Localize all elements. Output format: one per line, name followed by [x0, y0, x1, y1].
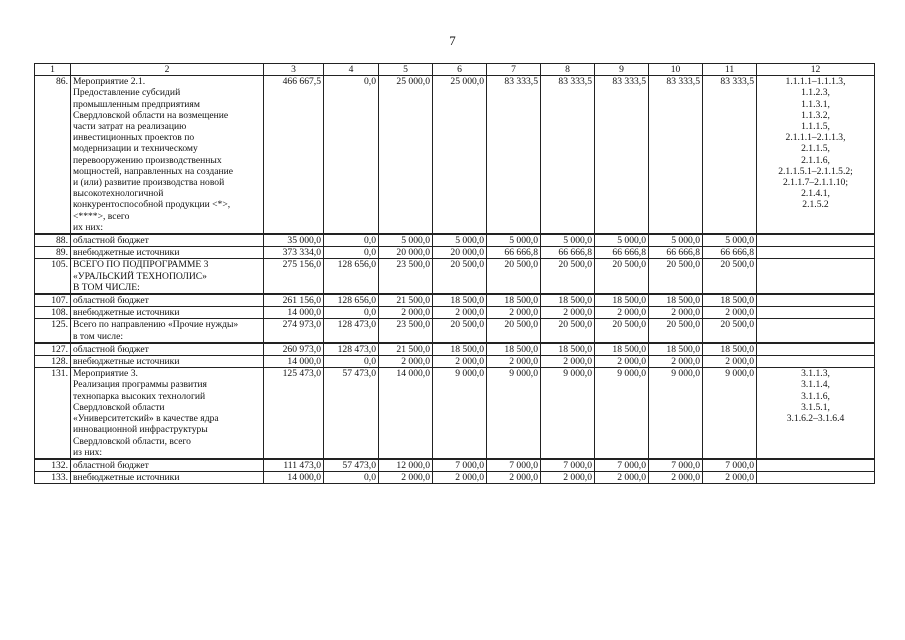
value-cell: 2 000,0	[595, 307, 649, 319]
target-indicators	[757, 307, 875, 319]
target-indicators	[757, 368, 875, 459]
column-header: 11	[703, 64, 757, 76]
row-name	[71, 234, 264, 247]
value-cell: 2 000,0	[703, 307, 757, 319]
name-line: и (или) развитие производства новой	[73, 177, 225, 189]
name-line: ВСЕГО ПО ПОДПРОГРАММЕ 3	[73, 259, 209, 271]
row-number: 125.	[35, 319, 71, 343]
name-line: высокотехнологичной	[73, 188, 164, 200]
value-cell: 7 000,0	[541, 459, 595, 472]
table-row	[35, 247, 875, 259]
value-cell: 0,0	[324, 76, 379, 234]
value-cell: 5 000,0	[541, 234, 595, 247]
value-cell: 2 000,0	[595, 356, 649, 368]
row-name	[71, 307, 264, 319]
name-line: инвестиционных проектов по	[73, 132, 195, 144]
table-row	[35, 472, 875, 484]
table-row	[35, 459, 875, 472]
table-row	[35, 259, 875, 294]
value-cell: 0,0	[324, 247, 379, 259]
value-cell: 18 500,0	[487, 294, 541, 307]
name-line: внебюджетные источники	[73, 472, 180, 484]
name-line: внебюджетные источники	[73, 247, 180, 259]
value-cell: 21 500,0	[379, 343, 433, 356]
target-line: 2.1.4.1,	[801, 188, 830, 200]
financing-table	[34, 63, 875, 484]
value-cell: 21 500,0	[379, 294, 433, 307]
name-line: Мероприятие 2.1.	[73, 76, 146, 88]
value-cell: 2 000,0	[649, 472, 703, 484]
target-indicators	[757, 472, 875, 484]
value-cell: 5 000,0	[595, 234, 649, 247]
target-indicators	[757, 319, 875, 343]
target-line: 1.1.1.5,	[801, 121, 830, 133]
table-row	[35, 319, 875, 343]
row-number: 133.	[35, 472, 71, 484]
row-number: 86.	[35, 76, 71, 234]
value-cell: 83 333,5	[541, 76, 595, 234]
name-line: мощностей, направленных на создание	[73, 165, 234, 177]
name-line: Предоставление субсидий	[73, 87, 181, 99]
name-line: «Университетский» в качестве ядра	[73, 413, 219, 425]
value-cell: 260 973,0	[264, 343, 324, 356]
value-cell: 2 000,0	[379, 472, 433, 484]
value-cell: 14 000,0	[264, 356, 324, 368]
column-header: 12	[757, 64, 875, 76]
value-cell: 2 000,0	[433, 472, 487, 484]
value-cell: 128 473,0	[324, 343, 379, 356]
row-name	[71, 356, 264, 368]
table-row	[35, 294, 875, 307]
page-number: 7	[449, 33, 456, 48]
value-cell: 20 500,0	[541, 259, 595, 294]
value-cell: 18 500,0	[595, 343, 649, 356]
value-cell: 2 000,0	[487, 307, 541, 319]
name-line: их них:	[73, 221, 104, 233]
value-cell: 2 000,0	[649, 356, 703, 368]
value-cell: 2 000,0	[541, 307, 595, 319]
value-cell: 25 000,0	[433, 76, 487, 234]
value-cell: 18 500,0	[703, 343, 757, 356]
table-row	[35, 234, 875, 247]
value-cell: 2 000,0	[433, 356, 487, 368]
value-cell: 0,0	[324, 234, 379, 247]
target-line: 3.1.1.6,	[801, 390, 830, 402]
table-row	[35, 368, 875, 459]
value-cell: 261 156,0	[264, 294, 324, 307]
value-cell: 20 000,0	[433, 247, 487, 259]
value-cell: 128 656,0	[324, 259, 379, 294]
value-cell: 9 000,0	[649, 368, 703, 459]
value-cell: 2 000,0	[595, 472, 649, 484]
value-cell: 2 000,0	[379, 307, 433, 319]
column-header: 7	[487, 64, 541, 76]
value-cell: 125 473,0	[264, 368, 324, 459]
value-cell: 66 666,8	[595, 247, 649, 259]
row-number: 105.	[35, 259, 71, 294]
value-cell: 5 000,0	[487, 234, 541, 247]
target-indicators	[757, 234, 875, 247]
name-line: конкурентоспособной продукции <*>,	[73, 199, 231, 211]
target-line: 2.1.1.5.1–2.1.1.5.2;	[778, 165, 853, 177]
row-name	[71, 319, 264, 343]
value-cell: 9 000,0	[703, 368, 757, 459]
target-indicators	[757, 356, 875, 368]
target-line: 3.1.6.2–3.1.6.4	[786, 413, 845, 425]
column-header: 10	[649, 64, 703, 76]
value-cell: 5 000,0	[379, 234, 433, 247]
value-cell: 20 500,0	[433, 259, 487, 294]
target-indicators	[757, 247, 875, 259]
table-body	[35, 76, 875, 484]
target-line: 1.1.3.2,	[801, 109, 830, 121]
value-cell: 18 500,0	[541, 343, 595, 356]
value-cell: 18 500,0	[541, 294, 595, 307]
name-line: Свердловской области на возмещение	[73, 109, 229, 121]
table-row	[35, 76, 875, 234]
row-name	[71, 294, 264, 307]
name-line: в том числе:	[73, 330, 124, 342]
row-number: 88.	[35, 234, 71, 247]
value-cell: 128 656,0	[324, 294, 379, 307]
value-cell: 14 000,0	[264, 472, 324, 484]
target-line: 2.1.1.1–2.1.1.3,	[785, 132, 846, 144]
row-name	[71, 259, 264, 294]
value-cell: 83 333,5	[703, 76, 757, 234]
value-cell: 7 000,0	[703, 459, 757, 472]
name-line: инновационной инфраструктуры	[73, 424, 208, 436]
row-number: 108.	[35, 307, 71, 319]
row-number: 132.	[35, 459, 71, 472]
value-cell: 2 000,0	[541, 472, 595, 484]
row-name	[71, 368, 264, 459]
name-line: технопарка высоких технологий	[73, 390, 206, 402]
value-cell: 20 500,0	[595, 319, 649, 343]
value-cell: 20 000,0	[379, 247, 433, 259]
value-cell: 5 000,0	[433, 234, 487, 247]
value-cell: 18 500,0	[433, 343, 487, 356]
value-cell: 0,0	[324, 307, 379, 319]
value-cell: 83 333,5	[487, 76, 541, 234]
column-header: 1	[35, 64, 71, 76]
name-line: Всего по направлению «Прочие нужды»	[73, 319, 239, 331]
value-cell: 20 500,0	[541, 319, 595, 343]
row-number: 107.	[35, 294, 71, 307]
table-row	[35, 343, 875, 356]
value-cell: 18 500,0	[487, 343, 541, 356]
target-indicators	[757, 76, 875, 234]
value-cell: 35 000,0	[264, 234, 324, 247]
name-line: областной бюджет	[73, 295, 149, 307]
column-header: 4	[324, 64, 379, 76]
value-cell: 66 666,8	[487, 247, 541, 259]
value-cell: 18 500,0	[649, 343, 703, 356]
name-line: внебюджетные источники	[73, 356, 180, 368]
row-name	[71, 247, 264, 259]
value-cell: 14 000,0	[264, 307, 324, 319]
value-cell: 20 500,0	[703, 259, 757, 294]
name-line: промышленным предприятиям	[73, 98, 200, 110]
value-cell: 20 500,0	[649, 319, 703, 343]
value-cell: 66 666,8	[649, 247, 703, 259]
value-cell: 25 000,0	[379, 76, 433, 234]
target-line: 1.1.3.1,	[801, 98, 830, 110]
row-name	[71, 472, 264, 484]
target-line: 3.1.1.4,	[801, 379, 830, 391]
value-cell: 2 000,0	[379, 356, 433, 368]
value-cell: 0,0	[324, 356, 379, 368]
value-cell: 14 000,0	[379, 368, 433, 459]
value-cell: 9 000,0	[595, 368, 649, 459]
target-line: 2.1.1.7–2.1.1.10;	[782, 177, 849, 189]
name-line: части затрат на реализацию	[73, 121, 187, 133]
value-cell: 83 333,5	[649, 76, 703, 234]
target-indicators	[757, 459, 875, 472]
name-line: из них:	[73, 446, 103, 458]
column-header: 8	[541, 64, 595, 76]
target-line: 2.1.1.5,	[801, 143, 830, 155]
value-cell: 20 500,0	[595, 259, 649, 294]
header-row	[35, 64, 875, 76]
value-cell: 9 000,0	[541, 368, 595, 459]
value-cell: 2 000,0	[703, 472, 757, 484]
row-name	[71, 76, 264, 234]
value-cell: 23 500,0	[379, 319, 433, 343]
value-cell: 0,0	[324, 472, 379, 484]
value-cell: 2 000,0	[433, 307, 487, 319]
value-cell: 2 000,0	[649, 307, 703, 319]
value-cell: 12 000,0	[379, 459, 433, 472]
value-cell: 57 473,0	[324, 459, 379, 472]
name-line: областной бюджет	[73, 235, 149, 247]
name-line: перевооружению производственных	[73, 154, 222, 166]
row-number: 131.	[35, 368, 71, 459]
value-cell: 66 666,8	[703, 247, 757, 259]
value-cell: 23 500,0	[379, 259, 433, 294]
row-name	[71, 343, 264, 356]
target-line: 2.1.1.6,	[801, 154, 830, 166]
name-line: модернизации и техническому	[73, 143, 198, 155]
name-line: Свердловской области, всего	[73, 435, 191, 447]
name-line: Реализация программы развития	[73, 379, 207, 391]
value-cell: 83 333,5	[595, 76, 649, 234]
name-line: Свердловской области	[73, 401, 165, 413]
value-cell: 20 500,0	[649, 259, 703, 294]
value-cell: 9 000,0	[487, 368, 541, 459]
name-line: областной бюджет	[73, 459, 149, 471]
name-line: «УРАЛЬСКИЙ ТЕХНОПОЛИС»	[73, 270, 207, 282]
target-line: 1.1.1.1–1.1.1.3,	[785, 76, 846, 88]
target-line: 3.1.1.3,	[801, 368, 830, 380]
column-header: 2	[71, 64, 264, 76]
value-cell: 57 473,0	[324, 368, 379, 459]
value-cell: 274 973,0	[264, 319, 324, 343]
row-number: 128.	[35, 356, 71, 368]
value-cell: 466 667,5	[264, 76, 324, 234]
target-indicators	[757, 343, 875, 356]
value-cell: 5 000,0	[703, 234, 757, 247]
value-cell: 7 000,0	[649, 459, 703, 472]
column-header: 6	[433, 64, 487, 76]
row-number: 127.	[35, 343, 71, 356]
name-line: <****>, всего	[73, 210, 130, 222]
value-cell: 9 000,0	[433, 368, 487, 459]
column-header: 5	[379, 64, 433, 76]
value-cell: 2 000,0	[487, 356, 541, 368]
value-cell: 20 500,0	[487, 319, 541, 343]
target-line: 3.1.5.1,	[801, 401, 830, 413]
value-cell: 7 000,0	[487, 459, 541, 472]
value-cell: 2 000,0	[487, 472, 541, 484]
value-cell: 66 666,8	[541, 247, 595, 259]
table-row	[35, 356, 875, 368]
row-number: 89.	[35, 247, 71, 259]
name-line: областной бюджет	[73, 343, 149, 355]
value-cell: 5 000,0	[649, 234, 703, 247]
value-cell: 2 000,0	[541, 356, 595, 368]
value-cell: 18 500,0	[595, 294, 649, 307]
column-header: 3	[264, 64, 324, 76]
value-cell: 128 473,0	[324, 319, 379, 343]
row-name	[71, 459, 264, 472]
column-header: 9	[595, 64, 649, 76]
value-cell: 18 500,0	[703, 294, 757, 307]
value-cell: 18 500,0	[433, 294, 487, 307]
name-line: В ТОМ ЧИСЛЕ:	[73, 281, 140, 293]
value-cell: 7 000,0	[433, 459, 487, 472]
value-cell: 7 000,0	[595, 459, 649, 472]
target-indicators	[757, 259, 875, 294]
target-indicators	[757, 294, 875, 307]
value-cell: 2 000,0	[703, 356, 757, 368]
target-line: 1.1.2.3,	[801, 87, 830, 99]
value-cell: 20 500,0	[433, 319, 487, 343]
target-line: 2.1.5.2	[802, 199, 829, 211]
value-cell: 18 500,0	[649, 294, 703, 307]
value-cell: 275 156,0	[264, 259, 324, 294]
value-cell: 20 500,0	[703, 319, 757, 343]
name-line: Мероприятие 3.	[73, 368, 138, 380]
value-cell: 20 500,0	[487, 259, 541, 294]
name-line: внебюджетные источники	[73, 307, 180, 319]
value-cell: 111 473,0	[264, 459, 324, 472]
value-cell: 373 334,0	[264, 247, 324, 259]
table-row	[35, 307, 875, 319]
